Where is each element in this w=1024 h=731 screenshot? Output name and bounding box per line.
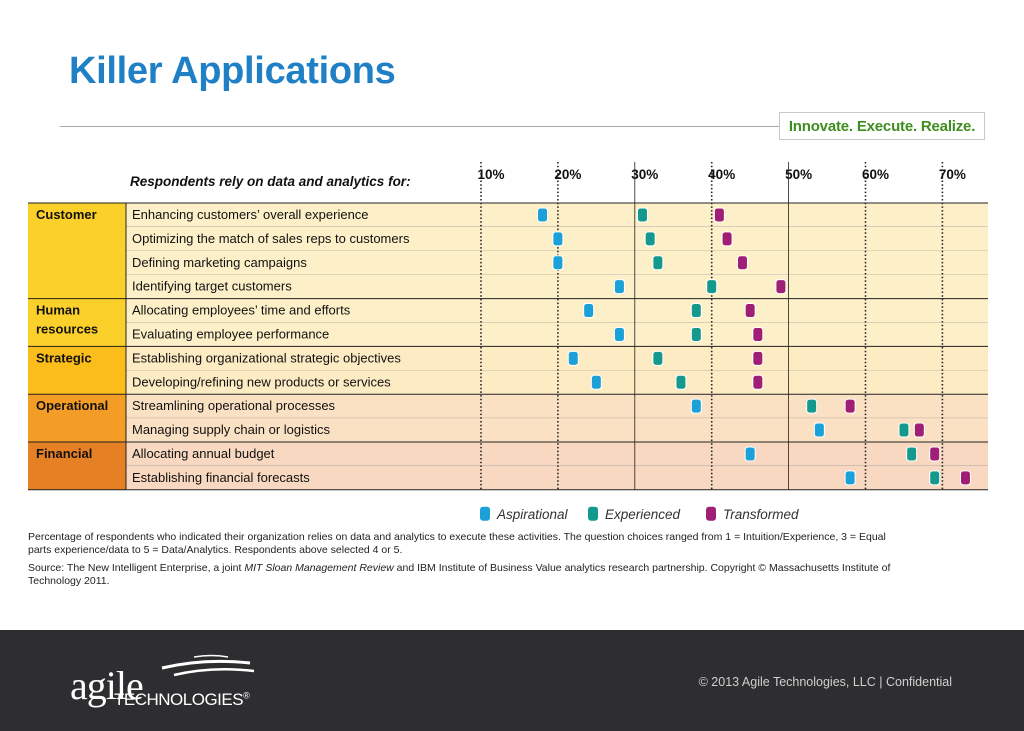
marker-transformed [753, 351, 763, 365]
marker-aspirational [845, 471, 855, 485]
marker-aspirational [568, 351, 578, 365]
legend-label: Transformed [723, 506, 799, 522]
marker-transformed [722, 232, 732, 246]
row-label: Establishing financial forecasts [132, 469, 310, 485]
marker-aspirational [814, 423, 824, 437]
marker-experienced [653, 351, 663, 365]
marker-transformed [776, 280, 786, 294]
marker-aspirational [553, 256, 563, 270]
marker-experienced [691, 304, 701, 318]
marker-aspirational [614, 280, 624, 294]
row-label: Streamlining operational processes [132, 398, 336, 414]
logo-sub [114, 690, 249, 710]
marker-experienced [930, 471, 940, 485]
marker-experienced [907, 447, 917, 461]
marker-experienced [899, 423, 909, 437]
title-divider [60, 126, 780, 127]
marker-transformed [753, 327, 763, 341]
row-label: Evaluating employee performance [132, 326, 330, 342]
row-label: Managing supply chain or logistics [132, 422, 330, 438]
chart-note: Percentage of respondents who indicated their organization relies on data and analytics to execute these activities. The question choices ranged from 1 = Intuition/Experience, 3 = Equal parts experience/data to 5 = Data/Analytics. Respondents above selected 4 or 5. [28, 531, 886, 556]
row-label: Allocating employees’ time and efforts [132, 302, 351, 318]
legend-label: Experienced [605, 506, 681, 522]
marker-transformed [845, 399, 855, 413]
marker-experienced [653, 256, 663, 270]
category-label: Human [36, 302, 81, 318]
category-label: Customer [36, 207, 97, 222]
row-label: Allocating annual budget [132, 446, 275, 461]
source-journal: MIT Sloan Management Review [244, 562, 394, 574]
tagline: Innovate. Execute. Realize. [788, 118, 976, 135]
legend-swatch-aspirational [480, 507, 490, 521]
x-tick-label: 20% [554, 167, 582, 182]
marker-aspirational [691, 399, 701, 413]
row-label: Defining marketing campaigns [132, 254, 307, 270]
category-label: Operational [36, 398, 109, 414]
copyright-text: © 2013 Agile Technologies, LLC | Confidential [698, 675, 952, 689]
row-label: Establishing organizational strategic objectives [132, 350, 401, 366]
logo-swoosh-icon [154, 654, 264, 684]
row-label: Identifying target customers [132, 278, 292, 294]
logo-word: agile [70, 663, 143, 708]
marker-experienced [807, 399, 817, 413]
x-tick-label: 60% [861, 167, 890, 182]
marker-experienced [645, 232, 655, 246]
marker-experienced [707, 280, 717, 294]
marker-aspirational [591, 375, 601, 389]
marker-experienced [637, 208, 647, 222]
chart-header: Respondents rely on data and analytics for: [130, 174, 411, 189]
marker-aspirational [538, 208, 548, 222]
category-label: Strategic [36, 350, 92, 366]
source-suffix: and IBM Institute of Business Value analytics research partnership. Copyright © Massachusetts Institute of Technology 2011. [28, 562, 891, 587]
source-prefix: Source: The New Intelligent Enterprise, a joint [28, 562, 245, 574]
row-label: Optimizing the match of sales reps to customers [132, 230, 410, 246]
marker-transformed [914, 423, 924, 437]
x-tick-label: 50% [785, 167, 813, 182]
footer-bar [0, 630, 1024, 731]
legend-label: Aspirational [497, 506, 568, 522]
x-tick-label: 10% [477, 167, 505, 182]
row-label: Developing/refining new products or services [132, 374, 391, 390]
marker-transformed [753, 375, 763, 389]
logo-sub-text: TECHNOLOGIES [114, 690, 244, 709]
legend-swatch-experienced [588, 507, 598, 521]
marker-transformed [745, 304, 755, 318]
chart-source [28, 562, 908, 588]
agile-technologies-logo [70, 656, 290, 716]
category-label: Financial [36, 446, 93, 461]
marker-experienced [676, 375, 686, 389]
tagline-box [779, 112, 985, 140]
category-label: resources [36, 321, 99, 337]
marker-aspirational [745, 447, 755, 461]
marker-aspirational [614, 327, 624, 341]
marker-transformed [737, 256, 747, 270]
page-title: Killer Applications [69, 50, 396, 92]
killer-applications-chart [0, 150, 1024, 522]
marker-aspirational [553, 232, 563, 246]
legend-swatch-transformed [706, 507, 716, 521]
row-label: Enhancing customers’ overall experience [132, 207, 369, 222]
marker-transformed [714, 208, 724, 222]
x-tick-label: 40% [708, 167, 736, 182]
marker-experienced [691, 327, 701, 341]
marker-transformed [960, 471, 970, 485]
marker-transformed [930, 447, 940, 461]
x-tick-label: 70% [938, 167, 966, 182]
x-tick-label: 30% [631, 167, 659, 182]
marker-aspirational [584, 304, 594, 318]
logo-registered: ® [243, 690, 250, 701]
